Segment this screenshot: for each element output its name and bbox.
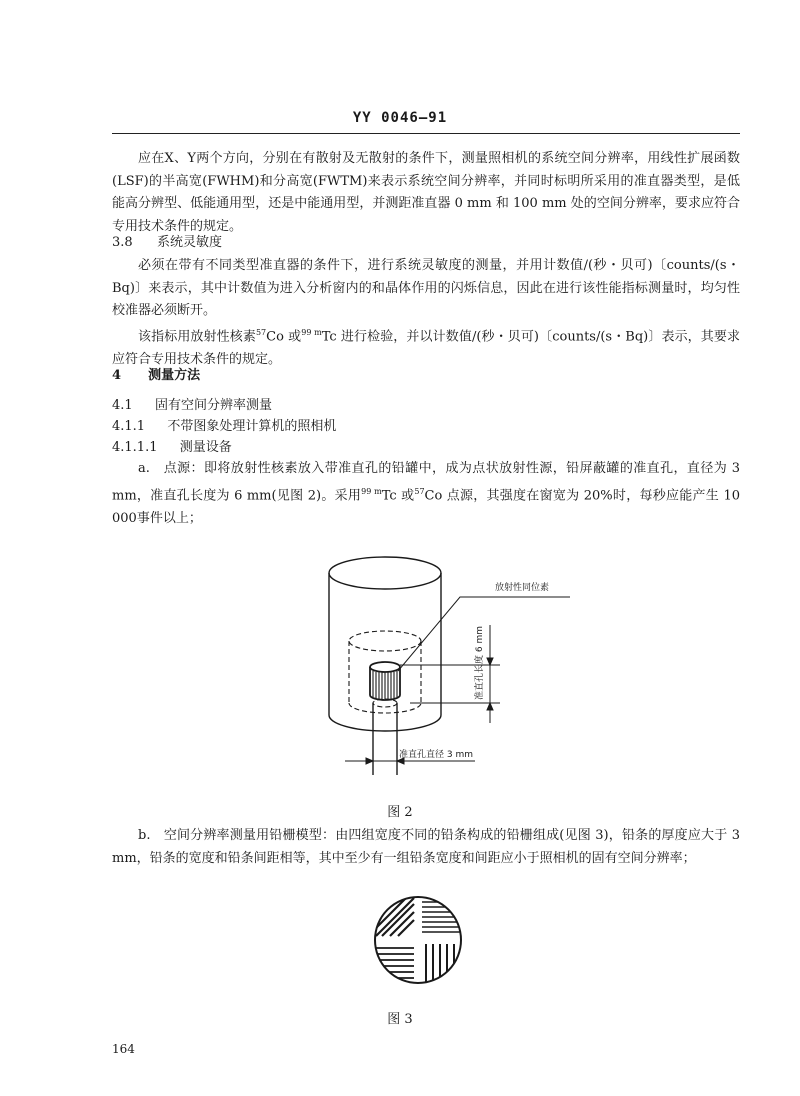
list-item-b-lead-bar-phantom: b. 空间分辨率测量用铅栅模型：由四组宽度不同的铅条构成的铅栅组成(见图 3)，铅条的厚度应大于 3 mm，铅条的宽度和铅条间距相等，其中至少有一组铅条宽度和间距应小于照相机的固有空间分辨率； [112, 828, 740, 866]
label-collimator-diameter: 准直孔直径 3 mm [399, 750, 473, 760]
figure-3-caption: 图 3 [387, 1012, 413, 1027]
label-isotope: 放射性同位素 [495, 583, 550, 593]
section-title: 测量方法 [148, 368, 201, 383]
section-number: 3.8 [112, 235, 133, 250]
section-4-1-1-heading [112, 416, 336, 438]
section-4-1-heading [112, 395, 272, 417]
paragraph-system-sensitivity: 必须在带有不同类型准直器的条件下，进行系统灵敏度的测量，并用计数值/(秒・贝可)〔counts/(s・Bq)〕来表示，其中计数值为进入分析窗内的和晶体作用的闪烁信息，因此在进行该性能指标测量时，均匀性校准器必须断开。 [112, 258, 740, 319]
text-run: a. 点源：即将放射性核素放入带准直孔的铅罐中，成为点状放射性源，铅屏蔽罐的准直孔，直径为 3 mm，准直孔长度为 6 mm(见图 2)。采用 [112, 461, 740, 503]
standard-code: YY 0046—91 [352, 110, 448, 126]
section-3-8-heading [112, 232, 222, 254]
section-number: 4.1.1.1 [112, 440, 158, 455]
section-title: 固有空间分辨率测量 [154, 398, 272, 413]
list-item-a-point-source [112, 458, 740, 530]
section-title: 测量设备 [179, 440, 232, 455]
section-title: 不带图象处理计算机的照相机 [167, 419, 337, 434]
label-collimator-length: 准直孔长度 6 mm [475, 626, 485, 700]
section-4-1-1-1-heading [112, 437, 232, 459]
paragraph-spatial-resolution: 应在X、Y两个方向，分别在有散射及无散射的条件下，测量照相机的系统空间分辨率，用线性扩展函数(LSF)的半高宽(FWHM)和分高宽(FWTM)来表示系统空间分辨率，并同时标明所采用的准直器类型，是低能高分辨型、低能通用型，还是中能通用型，并测距准直器 0 mm 和 100 mm 处的空间分辨率，要求应符合专用技术条件的规定。 [112, 151, 740, 234]
superscript: 99 m [301, 328, 322, 337]
superscript: 99 m [361, 486, 382, 496]
section-number: 4 [112, 368, 122, 383]
text-run: Co 点源，其强度在窗宽为 20%时，每秒应能产生 10 000事件以上； [112, 487, 740, 526]
text-run: Tc 或 [381, 487, 415, 503]
figure-3-bar-phantom [368, 890, 468, 990]
section-number: 4.1 [112, 398, 133, 413]
header-rule [112, 133, 740, 134]
text-run: Co 或 [266, 329, 302, 345]
section-number: 4.1.1 [112, 419, 146, 434]
text-run: 该指标用放射性核素 [138, 329, 256, 345]
page-number: 164 [112, 1042, 135, 1056]
figure-2-lead-pot-diagram [300, 545, 600, 795]
superscript: 57 [255, 328, 267, 337]
superscript: 57 [414, 486, 425, 496]
figure-2-caption: 图 2 [387, 805, 413, 820]
section-4-heading [112, 365, 200, 387]
text-run: Tc 进行检验，并以计数值/(秒・贝可)〔counts/(s・Bq)〕表示，其要求应符合专用技术条件的规定。 [112, 329, 740, 367]
paragraph-isotope-check [112, 322, 740, 372]
section-title: 系统灵敏度 [156, 235, 222, 250]
